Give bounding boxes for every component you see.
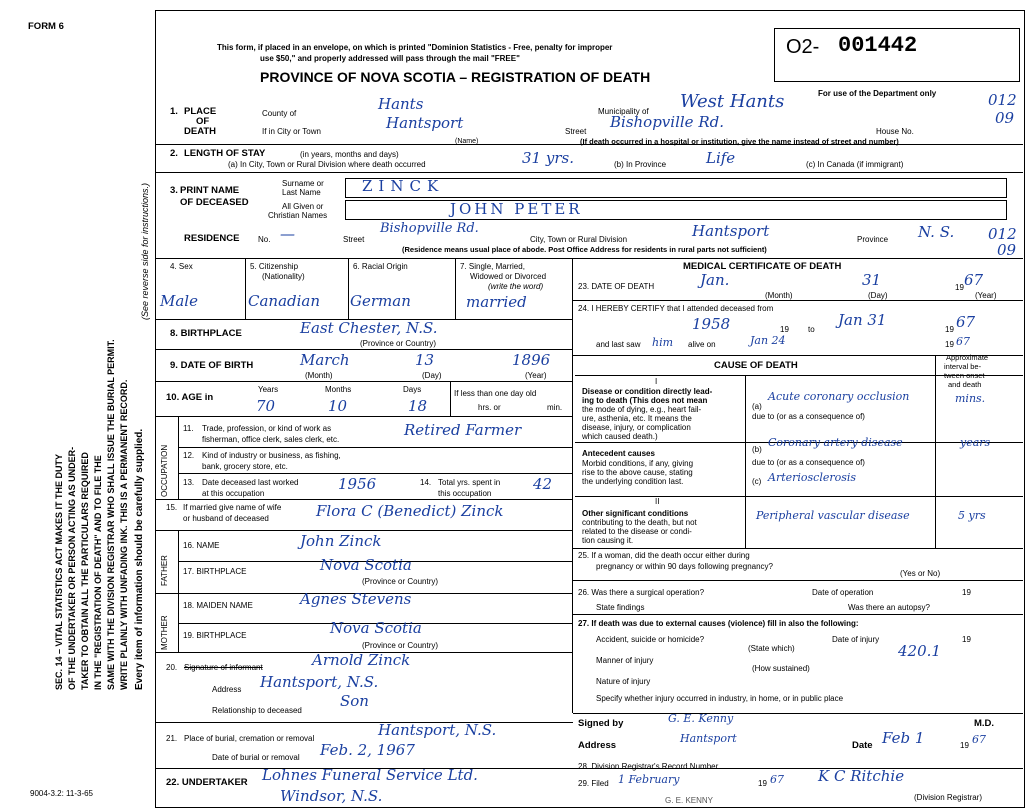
age-days-label: Days <box>403 385 422 394</box>
given-value: JOHN PETER <box>450 200 583 218</box>
side-line-6: WRITE PLAINLY WITH UNFADING INK. THIS IS A PERMANENT RECORD. <box>119 379 129 690</box>
side-line-5: SAME WITH THE DIVISION REGISTRAR WHO SHALL ISSUE THE BURIAL PERMIT. <box>106 339 116 690</box>
dod-label <box>578 283 654 292</box>
cause-b-label: (b) <box>752 445 762 454</box>
q27-nature: Nature of injury <box>596 677 651 686</box>
cause-roman-1: I <box>655 377 658 386</box>
spouse-label-1: If married give name of wife <box>183 503 282 512</box>
spouse-label-2: or husband of deceased <box>183 514 269 523</box>
divider <box>155 172 1023 173</box>
q13-label-1: Date deceased last worked <box>202 478 299 487</box>
side-line-7: Every item of information should be carefully supplied. <box>134 428 145 690</box>
dod-year-pre: 19 <box>955 283 964 292</box>
cause-direct-5: disease, injury, or complication <box>582 423 691 432</box>
residence-note: (Residence means usual place of abode. Post Office Address for residents in rural parts not sufficient) <box>402 245 767 254</box>
place-label-of: OF <box>196 116 210 127</box>
residence-label: RESIDENCE <box>184 233 240 244</box>
name-hint: (Name) <box>455 138 479 145</box>
q29-year-pre: 19 <box>758 779 767 788</box>
cause-direct-4: ure, asthenia, etc. It means the <box>582 414 692 423</box>
other-4: tion causing it. <box>582 536 634 545</box>
mother-bp-label <box>183 632 246 641</box>
q26-label <box>578 589 704 598</box>
racial-label-text: Racial Origin <box>361 262 408 271</box>
occupation-side: OCCUPATION <box>160 444 169 497</box>
stay-label: LENGTH OF STAY <box>184 148 266 159</box>
spouse-value: Flora C (Benedict) Zinck <box>316 502 504 520</box>
attended-from: 1958 <box>692 315 731 333</box>
dod-day-hint: (Day) <box>868 291 888 300</box>
sex-value: Male <box>160 292 198 310</box>
residence-city-value: Hantsport <box>692 222 770 240</box>
attended-from-year-pre: 19 <box>780 325 789 334</box>
dob-day: 13 <box>415 351 435 369</box>
q11-label-1: Trade, profession, or kind of work as <box>202 424 332 433</box>
q12-label-1: Kind of industry or business, as fishing, <box>202 451 341 460</box>
q14-value: 42 <box>533 475 553 493</box>
citizenship-hint: (Nationality) <box>262 272 305 281</box>
q8-num: 8. <box>170 328 178 339</box>
divider <box>572 548 1023 549</box>
divider <box>155 499 573 500</box>
interval-label-3: tween onset <box>944 371 985 380</box>
signed-date-label: Date <box>852 740 873 751</box>
cause-a: Acute coronary occlusion <box>768 390 910 403</box>
other-interval: 5 yrs <box>958 509 986 522</box>
cause-b: Coronary artery disease <box>768 436 903 449</box>
county-label: County of <box>262 109 297 118</box>
divider <box>155 258 1023 259</box>
q29-registrar-hint: (Division Registrar) <box>914 793 983 802</box>
of-deceased-label: OF DECEASED <box>180 197 249 208</box>
divider <box>575 496 1023 497</box>
cause-due-2: due to (or as a consequence of) <box>752 458 865 467</box>
given-label: All Given or <box>282 202 324 211</box>
divider <box>178 416 179 500</box>
mother-side: MOTHER <box>160 615 169 650</box>
cause-direct-3: the mode of dying, e.g., heart fail- <box>582 405 702 414</box>
burial-label: Place of burial, cremation or removal <box>184 734 315 743</box>
divider <box>572 614 1023 615</box>
age-less-label: If less than one day old <box>454 389 537 398</box>
citizenship-label-text: Citizenship <box>258 262 299 271</box>
divider <box>155 416 573 417</box>
q29-label-text: Filed <box>591 779 609 788</box>
divider <box>455 258 456 320</box>
last-saw-label: and last saw <box>596 340 641 349</box>
q26-num: 26. <box>578 588 590 597</box>
q21-num: 21. <box>166 734 178 743</box>
code-3: 012 <box>988 225 1017 243</box>
q29-label <box>578 780 609 789</box>
name-grid <box>345 178 1007 198</box>
q26-year-pre: 19 <box>962 588 971 597</box>
stay-a-value: 31 yrs. <box>522 149 574 167</box>
signed-date: Feb 1 <box>882 729 925 747</box>
burial-place: Hantsport, N.S. <box>378 721 497 739</box>
stay-hint: (in years, months and days) <box>300 150 399 159</box>
dod-year-hint: (Year) <box>975 291 997 300</box>
undertaker-name: Lohnes Funeral Service Ltd. <box>262 766 478 784</box>
serial-prefix: O2- <box>786 36 820 58</box>
cause-a-label: (a) <box>752 402 762 411</box>
q22-num: 22. <box>166 777 180 788</box>
other-2: contributing to the death, but not <box>582 518 697 527</box>
sex-label-text: Sex <box>178 262 193 271</box>
antecedent-title: Antecedent causes <box>582 449 655 458</box>
side-line-1: SEC. 14 – VITAL STATISTICS ACT MAKES IT THE DUTY <box>54 453 64 690</box>
age-years: 70 <box>256 397 276 415</box>
cause-roman-2: II <box>655 497 660 506</box>
signed-name: G. E. Kenny <box>668 712 734 725</box>
attended-to-word: to <box>808 325 815 334</box>
age-months: 10 <box>328 397 348 415</box>
divider <box>572 300 1023 301</box>
residence-no-value: — <box>280 225 295 243</box>
cause-c-label: (c) <box>752 477 762 486</box>
q23-num: 23. <box>578 282 590 291</box>
dob-label <box>170 361 253 371</box>
divider <box>155 530 573 531</box>
q27-state-hint: (State which) <box>748 644 795 653</box>
mother-bp-hint: (Province or Country) <box>362 641 439 650</box>
mother-bp-label-text: BIRTHPLACE <box>196 631 247 640</box>
q11-label-2: fisherman, office clerk, sales clerk, etc. <box>202 435 340 444</box>
stay-b-value: Life <box>706 149 736 167</box>
hospital-note: (If death occurred in a hospital or institution, give the name instead of street and number) <box>580 137 899 146</box>
residence-province-value: N. S. <box>918 223 955 241</box>
q13-label-2: at this occupation <box>202 489 265 498</box>
q16-num: 16. <box>183 541 195 550</box>
q9-num: 9. <box>170 360 178 371</box>
interval-label-1: Approximate <box>946 353 989 362</box>
page-title: PROVINCE OF NOVA SCOTIA – REGISTRATION OF DEATH <box>260 69 651 85</box>
dob-year-hint: (Year) <box>525 371 547 380</box>
divider <box>245 258 246 320</box>
form-id: FORM 6 <box>28 21 64 32</box>
father-name-label <box>183 542 219 551</box>
side-line-4: IN THE "REGISTRATION OF DEATH" AND TO FILE THE <box>93 455 103 690</box>
marital-label-2: Widowed or Divorced <box>470 272 547 281</box>
q29-year: 67 <box>770 773 784 786</box>
father-name-label-text: NAME <box>196 541 220 550</box>
side-line-3: TAKER TO OBTAIN ALL THE PARTICULARS REQUIRED <box>80 452 90 690</box>
q26-findings: State findings <box>596 603 645 612</box>
father-side: FATHER <box>160 555 169 586</box>
informant-address-label: Address <box>212 685 242 694</box>
q3-num: 3. <box>170 185 178 196</box>
q27-manner-hint: (How sustained) <box>752 664 810 673</box>
envelope-note-2: use $50," and properly addressed will pass through the mail "FREE" <box>260 54 520 63</box>
q2-num: 2. <box>170 148 178 159</box>
divider <box>155 349 573 350</box>
q11-value: Retired Farmer <box>404 421 522 439</box>
given-grid <box>345 200 1007 220</box>
q28-label <box>578 763 718 772</box>
last-saw-him: him <box>652 336 674 349</box>
residence-street-label: Street <box>343 235 365 244</box>
county-value: Hants <box>378 95 424 113</box>
divider <box>155 381 573 382</box>
dod-day: 31 <box>862 271 882 289</box>
age-days: 18 <box>408 397 428 415</box>
q28-label-text: Division Registrar's Record Number <box>591 762 719 771</box>
residence-city-label: City, Town or Rural Division <box>530 235 628 244</box>
residence-province-label: Province <box>857 235 889 244</box>
alive-year-pre: 19 <box>945 340 954 349</box>
divider <box>178 473 573 474</box>
other-3: related to the disease or condi- <box>582 527 692 536</box>
q11-num: 11. <box>183 424 194 433</box>
divider <box>348 258 349 320</box>
q19-num: 19. <box>183 631 195 640</box>
certify-label <box>578 305 773 314</box>
q27-industry: Specify whether injury occurred in industry, in home, or in public place <box>596 694 844 703</box>
divider <box>178 447 573 448</box>
mother-maiden: Agnes Stevens <box>300 590 412 608</box>
dod-year: 67 <box>964 271 984 289</box>
divider <box>572 580 1023 581</box>
q29-date: 1 February <box>618 773 680 786</box>
q29-num: 29. <box>578 779 590 788</box>
cause-b-interval: years <box>960 436 991 449</box>
residence-no-label: No. <box>258 235 271 244</box>
cause-title: CAUSE OF DEATH <box>714 360 798 371</box>
q13-value: 1956 <box>338 475 377 493</box>
dob-day-hint: (Day) <box>422 371 442 380</box>
form-code: 9004-3.2: 11-3-65 <box>30 789 94 798</box>
last-name-label: Last Name <box>282 188 321 197</box>
dod-month: Jan. <box>700 271 730 289</box>
age-hrs-label: hrs. or <box>478 403 501 412</box>
burial-date-label: Date of burial or removal <box>212 753 300 762</box>
informant-rel-label: Relationship to deceased <box>212 706 302 715</box>
divider <box>573 713 1023 714</box>
divider <box>935 355 936 549</box>
q28-num: 28. <box>578 762 590 771</box>
q26-date-label: Date of operation <box>812 588 874 597</box>
alive-label: alive on <box>688 340 716 349</box>
side-line-8: (See reverse side for instructions.) <box>140 182 150 320</box>
q27-injury-date: Date of injury <box>832 635 880 644</box>
q1-num: 1. <box>170 106 178 117</box>
cause-direct-2: ing to death (This does not mean <box>582 396 708 405</box>
alive-year: 67 <box>956 335 970 348</box>
house-label: House No. <box>876 127 914 136</box>
signed-md: M.D. <box>974 718 995 729</box>
attended-to-year-pre: 19 <box>945 325 954 334</box>
other-condition: Peripheral vascular disease <box>756 509 910 522</box>
certify-label-text: I HEREBY CERTIFY that I attended deceased from <box>591 304 774 313</box>
serial-number: 001442 <box>838 33 918 58</box>
divider <box>745 375 746 549</box>
stay-a-label: (a) In City, Town or Rural Division where death occurred <box>228 160 426 169</box>
code-4: 09 <box>997 241 1017 259</box>
side-line-2: OF THE UNDERTAKER OR PERSON ACTING AS UNDER- <box>67 446 77 690</box>
q27-accident: Accident, suicide or homicide? <box>596 635 705 644</box>
q12-label-2: bank, grocery store, etc. <box>202 462 288 471</box>
father-bp-label-text: BIRTHPLACE <box>196 567 247 576</box>
street-label: Street <box>565 127 587 136</box>
undertaker-label-text: UNDERTAKER <box>181 777 248 788</box>
undertaker-city: Windsor, N.S. <box>280 787 383 805</box>
age-months-label: Months <box>325 385 352 394</box>
antecedent-2: rise to the above cause, stating <box>582 468 693 477</box>
q17-num: 17. <box>183 567 195 576</box>
q4-num: 4. <box>170 262 177 271</box>
q27-num: 27. <box>578 619 590 628</box>
divider <box>178 530 179 653</box>
antecedent-1: Morbid conditions, if any, giving <box>582 459 694 468</box>
q26-autopsy: Was there an autopsy? <box>848 603 930 612</box>
signed-year: 67 <box>972 733 986 746</box>
surname-label: Surname or <box>282 179 324 188</box>
other-1: Other significant conditions <box>582 509 689 518</box>
antecedent-3: the underlying condition last. <box>582 477 684 486</box>
q15-num: 15. <box>166 503 178 512</box>
q27-manner: Manner of injury <box>596 656 654 665</box>
informant-address: Hantsport, N.S. <box>260 673 379 691</box>
signed-year-pre: 19 <box>960 741 969 750</box>
q27-injury-year-pre: 19 <box>962 635 971 644</box>
cause-a-interval: mins. <box>955 392 986 405</box>
birthplace-value: East Chester, N.S. <box>300 319 438 337</box>
signed-address-label: Address <box>578 740 617 751</box>
burial-date: Feb. 2, 1967 <box>320 741 415 759</box>
cause-direct-6: which caused death.) <box>582 432 658 441</box>
cause-c: Arteriosclerosis <box>768 471 857 484</box>
age-label-text: AGE in <box>181 392 214 403</box>
q25-hint: (Yes or No) <box>900 569 941 578</box>
q27-label-text: If death was due to external causes (violence) fill in also the following: <box>591 619 859 628</box>
father-bp: Nova Scotia <box>320 556 412 574</box>
birthplace-label-text: BIRTHPLACE <box>180 328 242 339</box>
cause-due-1: due to (or as a consequence of) <box>752 412 865 421</box>
place-label: PLACE <box>184 106 217 117</box>
center-divider <box>572 258 573 713</box>
marital-value: married <box>466 293 527 311</box>
dob-month-hint: (Month) <box>305 371 333 380</box>
informant-label: Signature of informant <box>184 663 263 672</box>
marital-hint: (write the word) <box>488 282 544 291</box>
dob-month: March <box>300 351 350 369</box>
mother-maiden-label <box>183 602 253 611</box>
interval-label-2: interval be- <box>944 362 982 371</box>
dob-year: 1896 <box>512 351 551 369</box>
q25-label <box>578 552 750 561</box>
q14-label-1: Total yrs. spent in <box>438 478 501 487</box>
mother-bp: Nova Scotia <box>330 619 422 637</box>
stay-c-label: (c) In Canada (if immigrant) <box>806 160 904 169</box>
municipality-value: West Hants <box>680 91 785 112</box>
q6-num: 6. <box>353 262 360 271</box>
signed-label: Signed by <box>578 718 624 729</box>
surname-value: ZINCK <box>362 177 445 195</box>
divider <box>450 381 451 417</box>
citizenship-label <box>250 263 298 272</box>
interval-label-4: and death <box>948 380 982 389</box>
q13-num: 13. <box>183 478 195 487</box>
code-2: 09 <box>995 109 1015 127</box>
city-label: If in City or Town <box>262 127 321 136</box>
dod-month-hint: (Month) <box>765 291 793 300</box>
undertaker-label <box>166 778 248 788</box>
street-value: Bishopville Rd. <box>610 113 724 131</box>
birthplace-label <box>170 329 242 339</box>
q29-registrar: K C Ritchie <box>818 767 905 785</box>
q14-label-2: this occupation <box>438 489 492 498</box>
q25-label-1: If a woman, did the death occur either during <box>591 551 750 560</box>
q27-label <box>578 620 859 629</box>
q29-stamp: G. E. KENNY <box>665 796 714 805</box>
signed-address: Hantsport <box>680 732 737 745</box>
q27-code: 420.1 <box>898 642 941 660</box>
dod-label-text: DATE OF DEATH <box>591 282 655 291</box>
q25-label-2: pregnancy or within 90 days following pregnancy? <box>596 562 773 571</box>
stay-b-label: (b) In Province <box>614 160 667 169</box>
q25-num: 25. <box>578 551 590 560</box>
dept-use: For use of the Department only <box>818 89 937 98</box>
cause-direct-1: Disease or condition directly lead- <box>582 387 713 396</box>
q24-num: 24. <box>578 304 590 313</box>
marital-label <box>460 263 525 272</box>
informant-rel: Son <box>340 692 369 710</box>
dob-label-text: DATE OF BIRTH <box>180 360 254 371</box>
father-bp-hint: (Province or Country) <box>362 577 439 586</box>
racial-label <box>353 263 408 272</box>
print-name-label: PRINT NAME <box>180 185 240 196</box>
citizenship-value: Canadian <box>248 292 321 310</box>
father-bp-label <box>183 568 246 577</box>
birthplace-hint: (Province or Country) <box>360 339 437 348</box>
attended-to: Jan 31 <box>838 311 887 329</box>
q12-num: 12. <box>183 451 195 460</box>
marital-label-text: Single, Married, <box>468 262 525 271</box>
code-1: 012 <box>988 91 1017 109</box>
medical-title: MEDICAL CERTIFICATE OF DEATH <box>683 261 842 272</box>
q18-num: 18. <box>183 601 195 610</box>
residence-street-value: Bishopville Rd. <box>380 221 479 236</box>
q14-num: 14. <box>420 478 432 487</box>
informant-name: Arnold Zinck <box>312 651 411 669</box>
municipality-label: Municipality of <box>598 107 649 116</box>
envelope-note-1: This form, if placed in an envelope, on which is printed "Dominion Statistics - Free, penalty for improper <box>217 43 613 52</box>
q7-num: 7. <box>460 262 467 271</box>
q10-num: 10. <box>166 392 180 403</box>
q5-num: 5. <box>250 262 257 271</box>
age-years-label: Years <box>258 385 279 394</box>
age-min-label: min. <box>547 403 563 412</box>
christian-names-label: Christian Names <box>268 211 328 220</box>
alive-on: Jan 24 <box>750 334 786 347</box>
place-label-death: DEATH <box>184 126 217 137</box>
q20-num: 20. <box>166 663 178 672</box>
mother-maiden-label-text: MAIDEN NAME <box>196 601 253 610</box>
attended-to-year: 67 <box>956 313 976 331</box>
divider <box>155 722 573 723</box>
racial-value: German <box>350 292 411 310</box>
q26-label-text: Was there a surgical operation? <box>591 588 705 597</box>
father-name: John Zinck <box>300 532 382 550</box>
age-label <box>166 393 213 403</box>
city-value: Hantsport <box>386 114 464 132</box>
sex-label <box>170 263 193 272</box>
